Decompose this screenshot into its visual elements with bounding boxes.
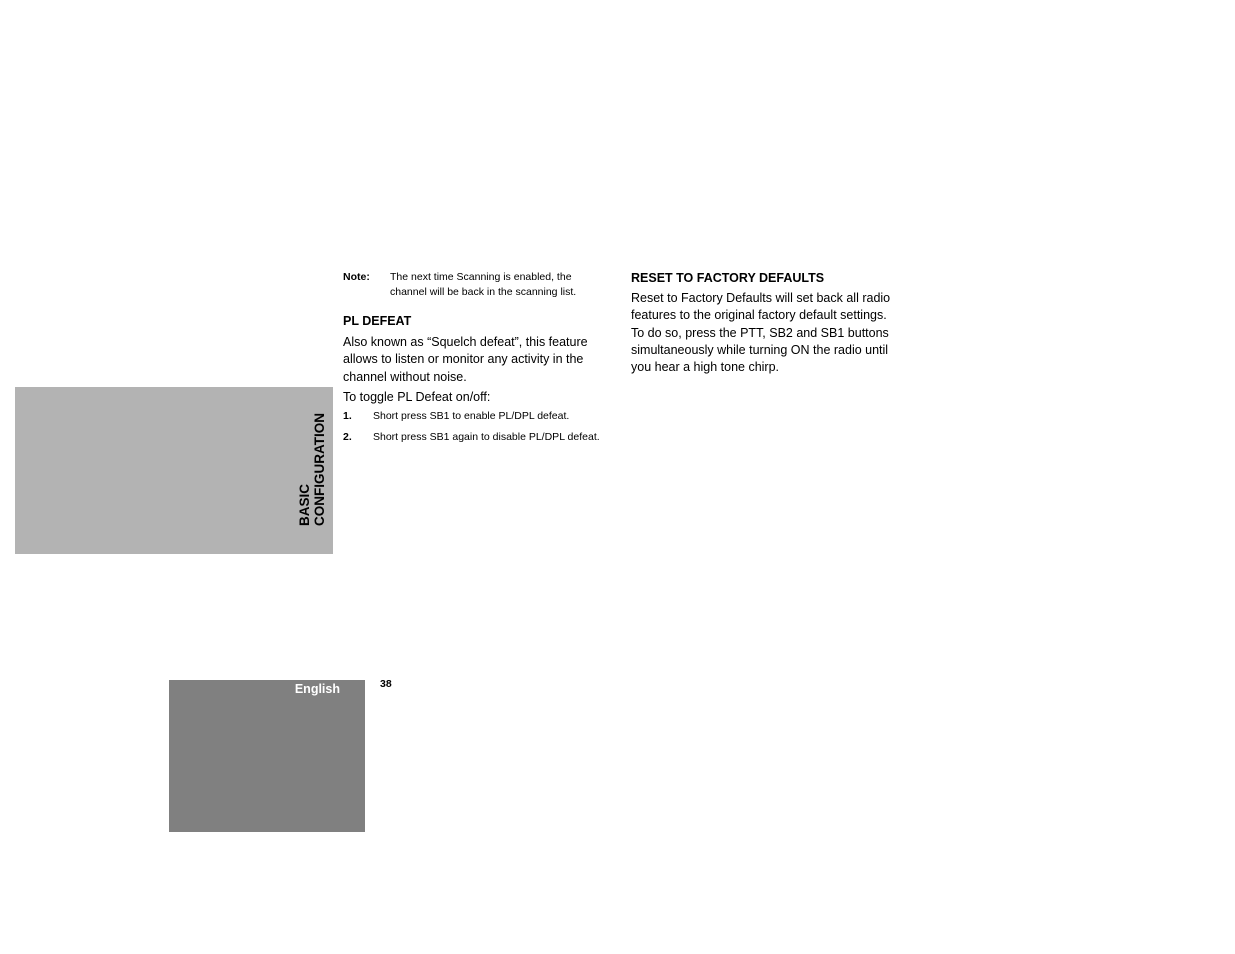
step-number: 1. <box>343 410 352 423</box>
language-tab <box>169 680 365 832</box>
section-tab-line1: BASIC <box>297 483 312 526</box>
step-text: Short press SB1 again to disable PL/DPL defeat. <box>373 431 600 444</box>
note-label: Note: <box>343 271 370 283</box>
reset-body: Reset to Factory Defaults will set back all radio features to the original factory default settings. To do so, press the PTT, SB2 and SB1 buttons simultaneously while turning ON the radio until you hear a high tone chirp. <box>631 291 891 375</box>
section-tab <box>15 387 333 554</box>
pl-defeat-toggle-intro: To toggle PL Defeat on/off: <box>343 389 491 404</box>
right-column <box>631 270 896 376</box>
pl-defeat-steps <box>343 408 603 446</box>
step-item <box>343 429 603 446</box>
left-column <box>343 270 603 450</box>
pl-defeat-heading: PL DEFEAT <box>343 314 412 328</box>
section-tab-title <box>297 406 327 526</box>
step-number: 2. <box>343 431 352 444</box>
pl-defeat-body: Also known as “Squelch defeat”, this feature allows to listen or monitor any activity in the channel without noise. <box>343 335 588 384</box>
step-item <box>343 408 603 425</box>
section-tab-line2: CONFIGURATION <box>312 413 327 526</box>
note <box>343 270 603 300</box>
note-text: The next time Scanning is enabled, the channel will be back in the scanning list. <box>390 271 577 298</box>
reset-heading: RESET TO FACTORY DEFAULTS <box>631 271 825 285</box>
page-number: 38 <box>380 678 392 690</box>
step-text: Short press SB1 to enable PL/DPL defeat. <box>373 410 570 423</box>
language-label: English <box>294 682 340 696</box>
